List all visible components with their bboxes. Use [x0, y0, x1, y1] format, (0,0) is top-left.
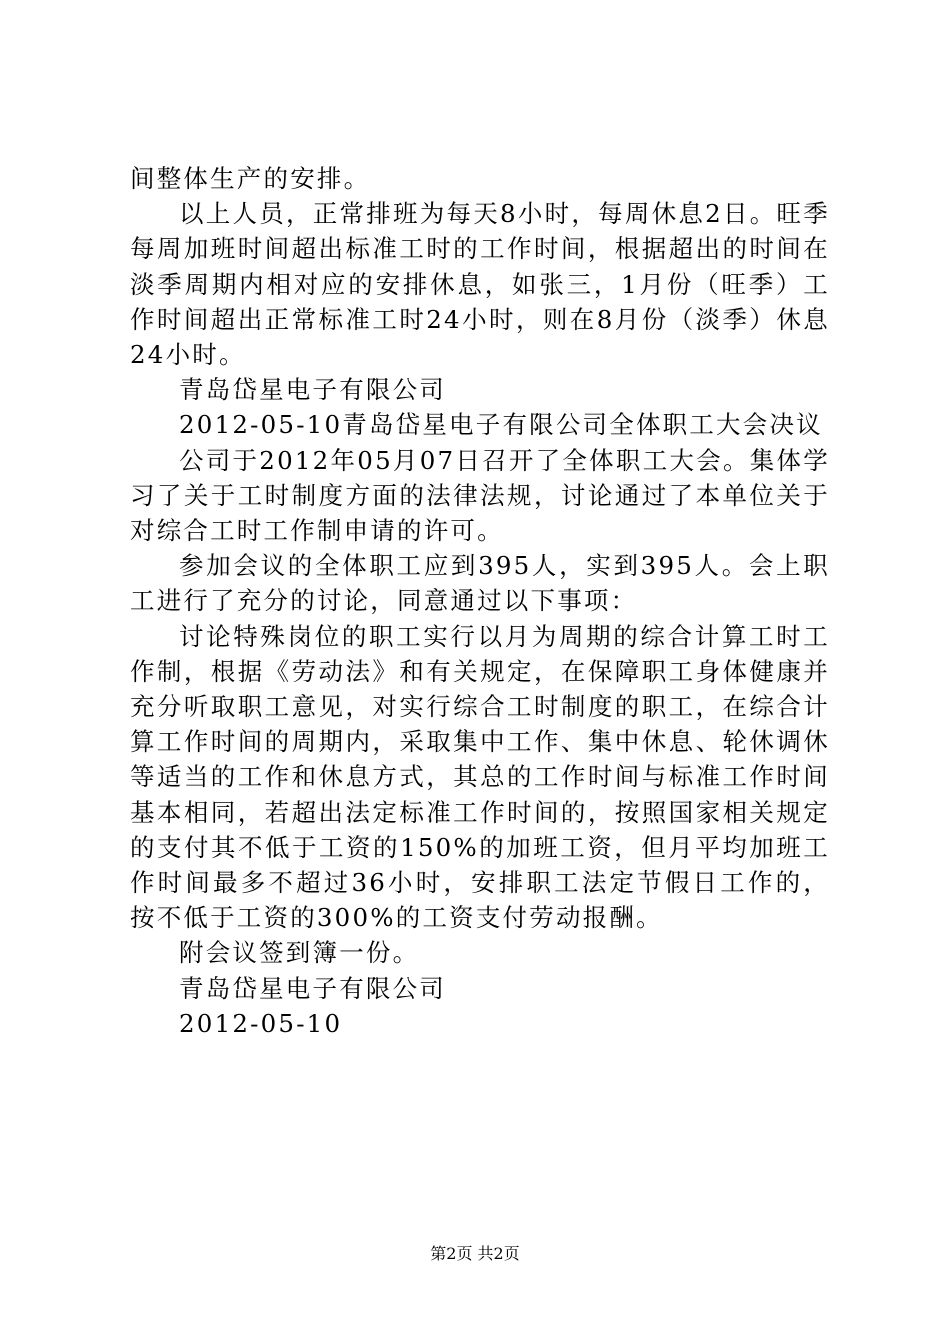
paragraph-meeting-intro: 公司于2012年05月07日召开了全体职工大会。集体学习了关于工时制度方面的法律法规，讨论通过了本单位关于对综合工时工作制申请的许可。 — [130, 445, 830, 546]
page-footer: 第2页 共2页 — [430, 1244, 520, 1263]
paragraph-company-name: 青岛岱星电子有限公司 — [179, 375, 446, 405]
paragraph-attendance: 参加会议的全体职工应到395人，实到395人。会上职工进行了充分的讨论，同意通过以下事项： — [130, 551, 830, 616]
paragraph-signature-date: 2012-05-10 — [179, 1008, 343, 1038]
paragraph-signature-company: 青岛岱星电子有限公司 — [179, 973, 446, 1003]
paragraph-schedule: 以上人员，正常排班为每天8小时，每周休息2日。旺季每周加班时间超出标准工时的工作时间，根据超出的时间在淡季周期内相对应的安排休息，如张三，1月份（旺季）工作时间超出正常标准工时24小时，则在8月份（淡季）休息24小时。 — [130, 199, 830, 370]
paragraph-attachment: 附会议签到簿一份。 — [179, 938, 420, 968]
paragraph-resolution: 讨论特殊岗位的职工实行以月为周期的综合计算工时工作制，根据《劳动法》和有关规定，在保障职工身体健康并充分听取职工意见，对实行综合工时制度的职工，在综合计算工作时间的周期内，采取集中工作、集中休息、轮休调休等适当的工作和休息方式，其总的工作时间与标准工作时间基本相同，若超出法定标准工作时间的，按照国家相关规定的支付其不低于工资的150%的加班工资，但月平均加班工作时间最多不超过36小时，安排职工法定节假日工作的，按不低于工资的300%的工资支付劳动报酬。 — [130, 621, 830, 933]
document-body — [130, 161, 830, 1041]
paragraph-date-title: 2012-05-10青岛岱星电子有限公司全体职工大会决议 — [179, 410, 823, 440]
paragraph-continuation: 间整体生产的安排。 — [130, 164, 371, 193]
